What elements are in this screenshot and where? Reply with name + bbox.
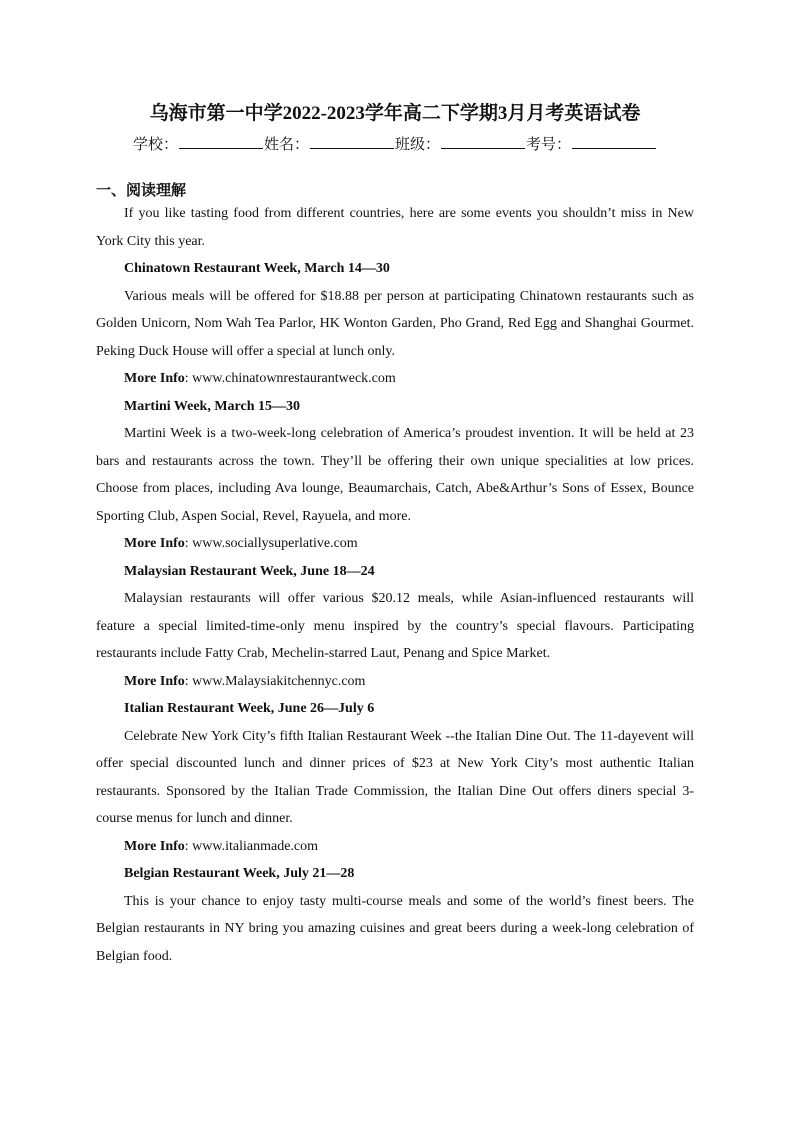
exam-number-blank xyxy=(572,134,656,149)
event-text-martini: Martini Week is a two-week-long celebration of America’s proudest invention. It will be held at 23 bars and restaurants across the town. They’ll be offering their own unique specialities at low prices. Choose from places, including Ava lounge, Beaumarchais, Catch, Abe&Arthur’s Sons of Essex, Bounce Sporting Club, Aspen Social, Revel, Rayuela, and more. xyxy=(96,426,694,524)
page-title: 乌海市第一中学2022-2023学年高二下学期3月月考英语试卷 xyxy=(149,103,641,124)
student-info-line xyxy=(96,134,694,156)
event-text-malaysian: Malaysian restaurants will offer various $20.12 meals, while Asian-influenced restaurants will feature a special limited-time-only menu inspired by the country’s special flavours. Participating restaurants include Fatty Crab, Mechelin-starred Laut, Penang and Spice Market. xyxy=(96,591,694,661)
name-blank xyxy=(310,134,394,149)
section-title: 一、阅读理解 xyxy=(96,183,187,199)
more-info-label: More Info xyxy=(124,673,185,689)
event-text-belgian: This is your chance to enjoy tasty multi-course meals and some of the world’s finest beers. The Belgian restaurants in NY bring you amazing cuisines and great beers during a week-long celebration of Belgian food. xyxy=(96,893,694,964)
school-label: 学校： xyxy=(132,137,178,153)
event-heading-martini: Martini Week, March 15—30 xyxy=(124,398,301,414)
reading-passage xyxy=(96,200,694,970)
event-more-info-chinatown xyxy=(96,365,694,393)
event-heading-italian: Italian Restaurant Week, June 26—July 6 xyxy=(124,701,375,716)
exam-number-label: 考号： xyxy=(526,137,572,153)
name-label: 姓名： xyxy=(263,137,309,153)
more-info-label: More Info xyxy=(124,838,185,854)
event-more-info-italian xyxy=(96,833,694,861)
event-text-chinatown: Various meals will be offered for $18.88 per person at participating Chinatown restaurants such as Golden Unicorn, Nom Wah Tea Parlor, HK Wonton Garden, Pho Grand, Red Egg and Shanghai Gourmet. Peking Duck House will offer a special at lunch only. xyxy=(96,288,694,359)
more-info-url: : www.italianmade.com xyxy=(184,838,319,854)
event-more-info-martini xyxy=(96,530,694,558)
more-info-label: More Info xyxy=(124,371,185,386)
event-heading-malaysian: Malaysian Restaurant Week, June 18—24 xyxy=(124,563,375,579)
event-heading-belgian: Belgian Restaurant Week, July 21—28 xyxy=(124,866,355,881)
event-more-info-malaysian xyxy=(96,668,694,696)
event-heading-chinatown: Chinatown Restaurant Week, March 14—30 xyxy=(124,261,390,276)
more-info-label: More Info xyxy=(124,536,185,551)
class-blank xyxy=(441,134,525,149)
class-label: 班级： xyxy=(395,137,441,153)
passage-intro: If you like tasting food from different countries, here are some events you shouldn’t miss in New York City this year. xyxy=(96,206,694,249)
school-blank xyxy=(179,134,263,149)
more-info-url: : www.sociallysuperlative.com xyxy=(184,536,358,551)
more-info-url: : www.Malaysiakitchennyc.com xyxy=(184,673,366,689)
event-text-italian: Celebrate New York City’s fifth Italian Restaurant Week --the Italian Dine Out. The 11-dayevent will offer special discounted lunch and dinner prices of $23 at New York City’s most authentic Italian restaurants. Sponsored by the Italian Trade Commission, the Italian Dine Out offers diners special 3-course menus for lunch and dinner. xyxy=(96,728,694,826)
more-info-url: : www.chinatownrestaurantweck.com xyxy=(184,371,396,386)
